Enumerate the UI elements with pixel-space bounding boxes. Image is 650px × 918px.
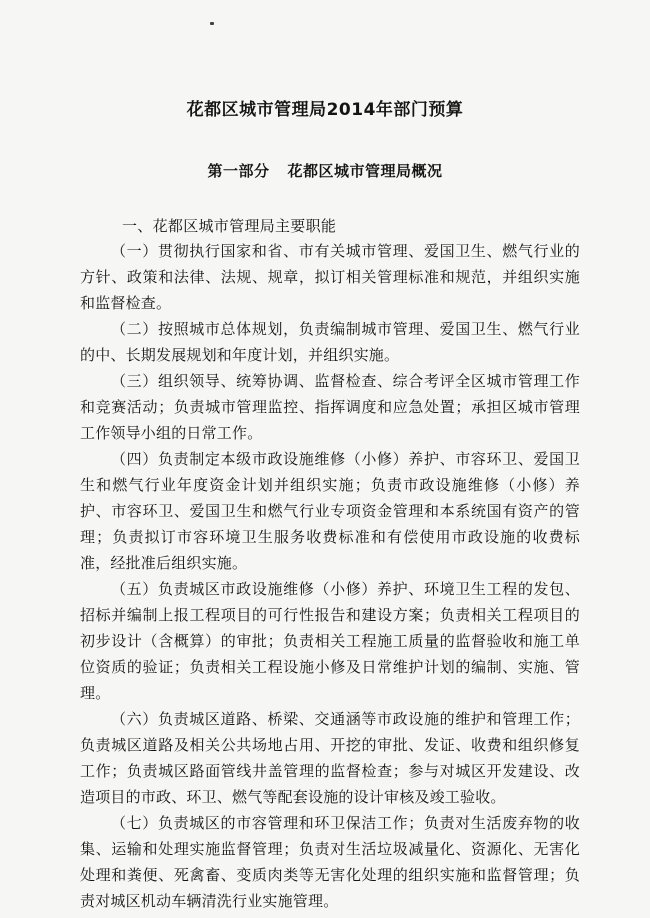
- part-title: 花都区城市管理局概况: [287, 162, 443, 180]
- paragraph-5: （五）负责城区市政设施维修（小修）养护、环境卫生工程的发包、招标并编制上报工程项目的可行性报告和建设方案；负责相关工程项目的初步设计（含概算）的审批；负责相关工程施工质量的监督验收和施工单位资质的验证；负责相关工程设施小修及日常维护计划的编制、实施、管理。: [80, 580, 580, 702]
- paragraph-2: （二）按照城市总体规划，负责编制城市管理、爱国卫生、燃气行业的中、长期发展规划和年度计划，并组织实施。: [80, 320, 580, 364]
- paragraph-1: （一）贯彻执行国家和省、市有关城市管理、爱国卫生、燃气行业的方针、政策和法律、法规、规章，拟订相关管理标准和规范，并组织实施和监督检查。: [80, 242, 580, 312]
- part-heading: [0, 160, 650, 181]
- paragraph-7: （七）负责城区的市容管理和环卫保洁工作；负责对生活废弃物的收集、运输和处理实施监督管理；负责对生活垃圾减量化、资源化、无害化处理和粪便、死禽畜、变质肉类等无害化处理的组织实施和监督管理；负责对城区机动车辆清洗行业实施管理。: [80, 814, 580, 910]
- section-heading: 一、花都区城市管理局主要职能: [122, 217, 337, 235]
- part-label: 第一部分: [207, 162, 270, 180]
- scan-speck: [210, 22, 214, 25]
- paragraph-3: （三）组织领导、统筹协调、监督检查、综合考评全区城市管理工作和竞赛活动；负责城市管理监控、指挥调度和应急处置；承担区城市管理工作领导小组的日常工作。: [80, 372, 580, 442]
- document-body: [80, 214, 580, 914]
- paragraph-6: （六）负责城区道路、桥梁、交通涵等市政设施的维护和管理工作；负责城区道路及相关公共场地占用、开挖的审批、发证、收费和组织修复工作；负责城区路面管线井盖管理的监督检查；参与对城区开发建设、改造项目的市政、环卫、燃气等配套设施的设计审核及竣工验收。: [80, 710, 580, 806]
- paragraph-4: （四）负责制定本级市政设施维修（小修）养护、市容环卫、爱国卫生和燃气行业年度资金计划并组织实施；负责市政设施维修（小修）养护、市容环卫、爱国卫生和燃气行业专项资金管理和本系统国有资产的管理；负责拟订市容环境卫生服务收费标准和有偿使用市政设施的收费标准，经批准后组织实施。: [80, 450, 580, 572]
- document-title: 花都区城市管理局2014年部门预算: [186, 100, 464, 120]
